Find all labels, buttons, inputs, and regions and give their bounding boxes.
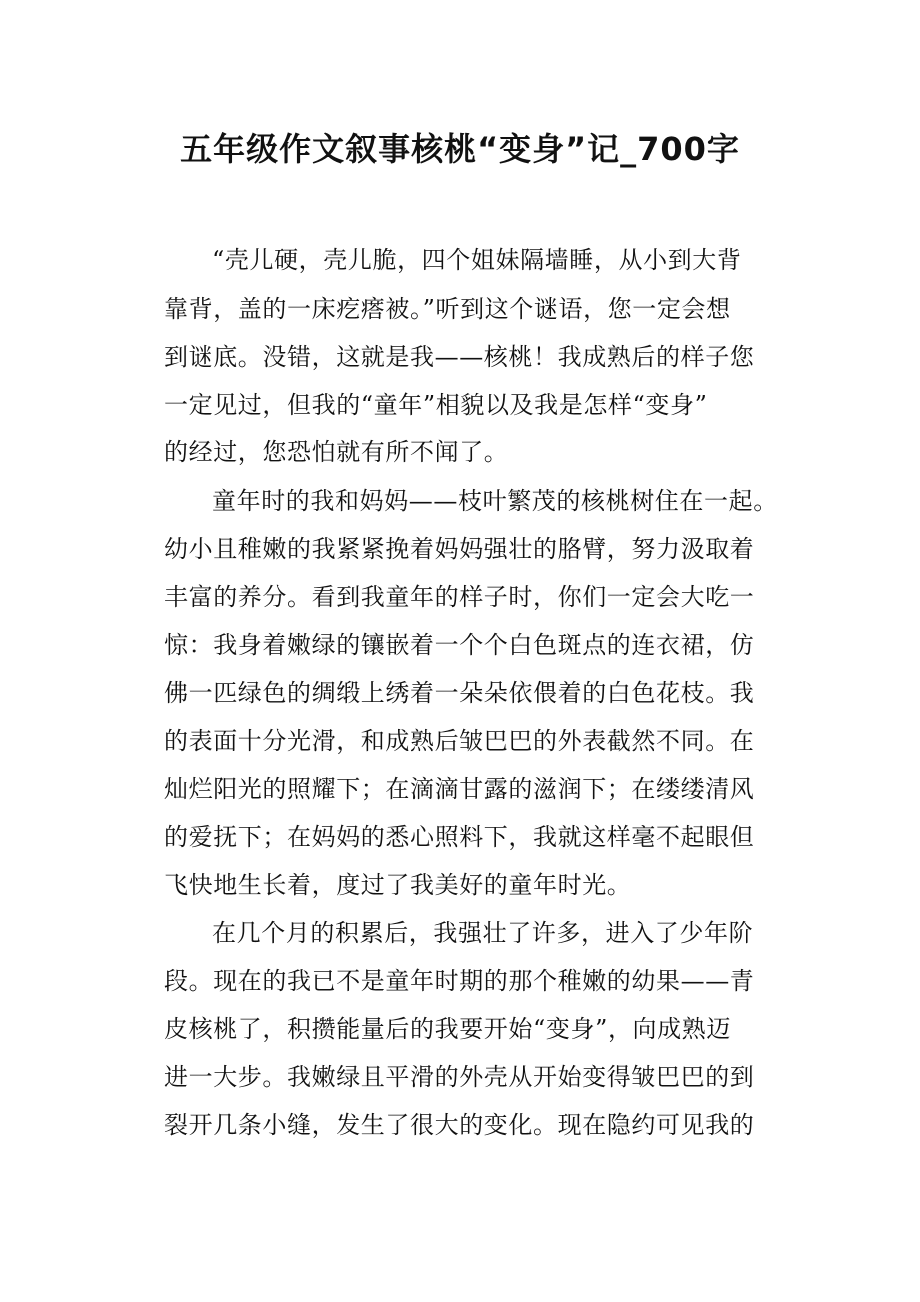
paragraph-2-line-4: 惊：我身着嫩绿的镶嵌着一个个白色斑点的连衣裙，仿 [164,631,755,659]
paragraph-2-line-3: 丰富的养分。看到我童年的样子时，你们一定会大吃一 [164,583,755,611]
paragraph-3-line-2: 段。现在的我已不是童年时期的那个稚嫩的幼果——青 [164,967,755,995]
paragraph-1-line-3: 到谜底。没错，这就是我——核桃！我成熟后的样子您 [164,343,755,371]
paragraph-1-line-1: “壳儿硬，壳儿脆，四个姐妹隔墙睡，从小到大背 [212,246,742,274]
paragraph-2-line-2: 幼小且稚嫩的我紧紧挽着妈妈强壮的胳臂，努力汲取着 [164,535,755,563]
paragraph-3-line-1: 在几个月的积累后，我强壮了许多，进入了少年阶 [212,919,754,947]
paragraph-2-line-9: 飞快地生长着，度过了我美好的童年时光。 [164,871,632,899]
paragraph-1-line-5: 的经过，您恐怕就有所不闻了。 [164,438,509,466]
document-title: 五年级作文叙事核桃“变身”记_700字 [180,130,740,168]
paragraph-1-line-4: 一定见过，但我的“童年”相貌以及我是怎样“变身” [164,391,708,419]
paragraph-2-line-8: 的爱抚下；在妈妈的悉心照料下，我就这样毫不起眼但 [164,823,755,851]
paragraph-3-line-3: 皮核桃了，积攒能量后的我要开始“变身”，向成熟迈 [164,1015,731,1043]
paragraph-1-line-2: 靠背，盖的一床疙瘩被。”听到这个谜语，您一定会想 [164,295,731,323]
paragraph-2-line-7: 灿烂阳光的照耀下；在滴滴甘露的滋润下；在缕缕清风 [164,775,755,803]
paragraph-2-line-1: 童年时的我和妈妈——枝叶繁茂的核桃树住在一起。 [212,487,778,515]
paragraph-2-line-5: 佛一匹绿色的绸缎上绣着一朵朵依偎着的白色花枝。我 [164,679,755,707]
paragraph-3-line-5: 裂开几条小缝，发生了很大的变化。现在隐约可见我的 [164,1111,755,1139]
paragraph-2-line-6: 的表面十分光滑，和成熟后皱巴巴的外表截然不同。在 [164,727,755,755]
paragraph-3-line-4: 进一大步。我嫩绿且平滑的外壳从开始变得皱巴巴的到 [164,1063,755,1091]
